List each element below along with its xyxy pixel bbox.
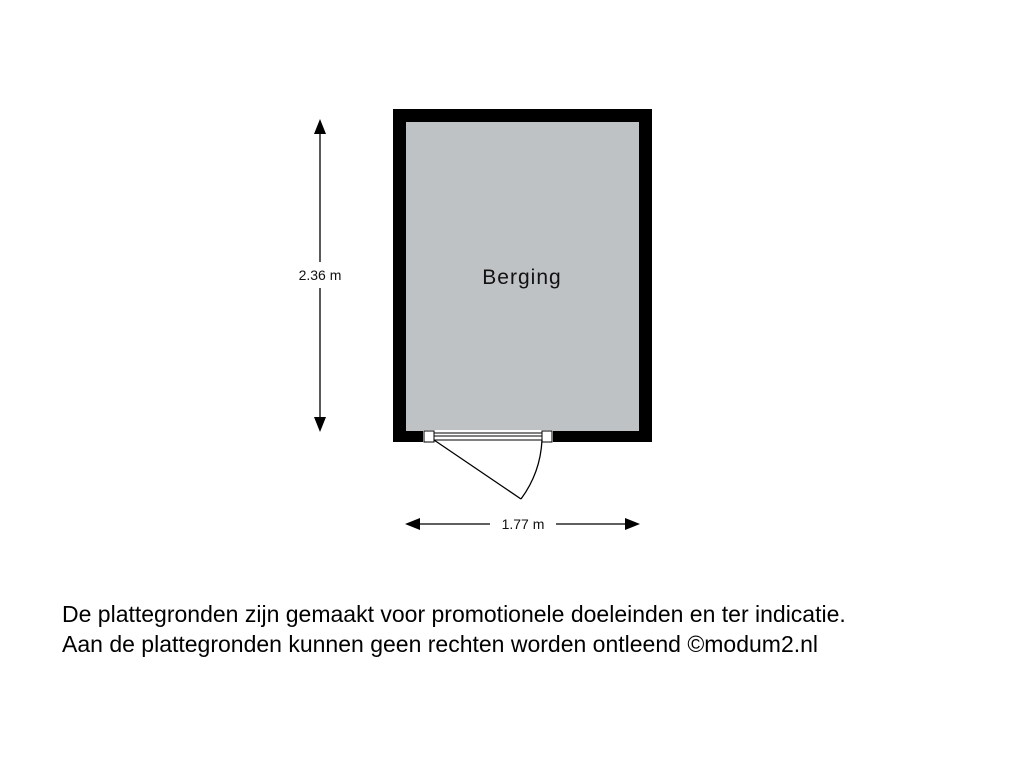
disclaimer [62,599,846,659]
room-label: Berging [482,266,562,289]
width-dimension-label: 1.77 m [501,516,545,532]
door-swing-icon [434,440,542,499]
disclaimer-line-1: De plattegronden zijn gemaakt voor promotionele doeleinden en ter indicatie. [62,601,846,627]
disclaimer-line-2: Aan de plattegronden kunnen geen rechten worden ontleend ©modum2.nl [62,631,819,657]
height-dimension-label: 2.36 m [298,267,342,283]
door-frame [424,431,552,442]
